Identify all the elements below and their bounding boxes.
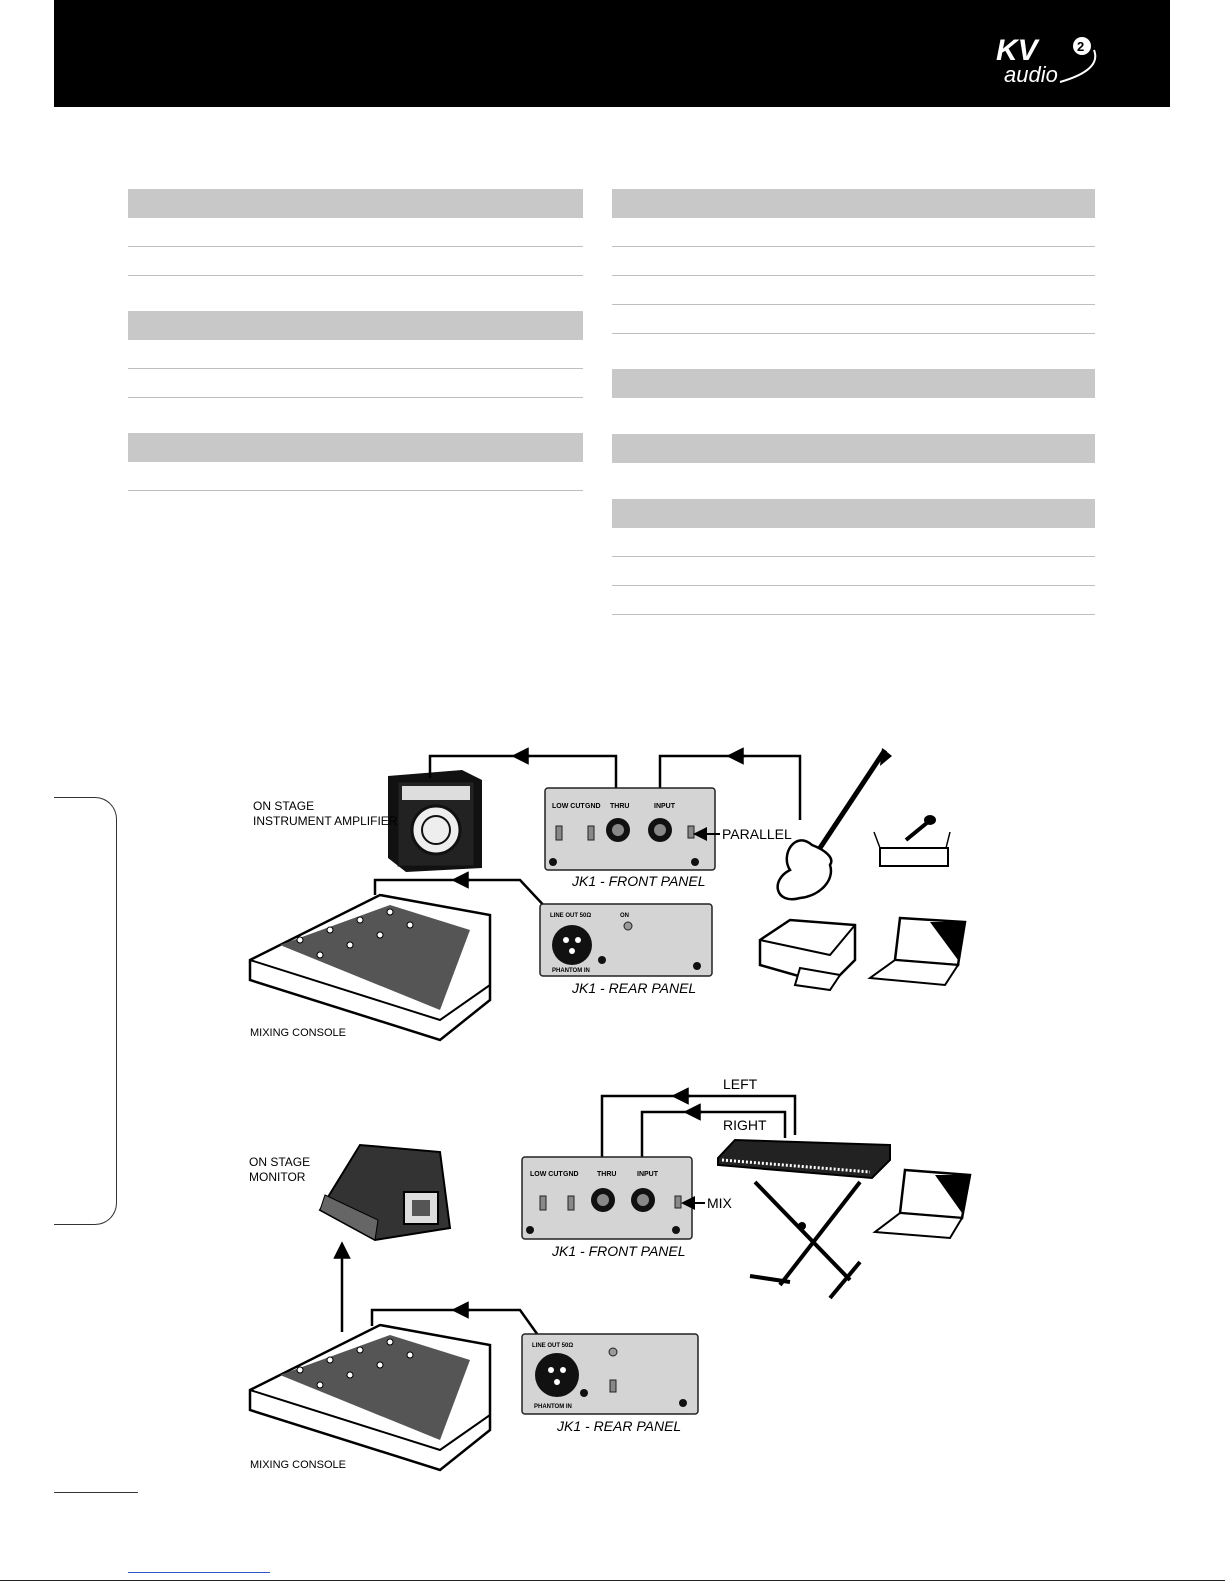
- spec-section-7: [612, 499, 1095, 615]
- spec-section-2: [128, 311, 583, 398]
- spec-row: [612, 528, 1095, 557]
- spec-row: [128, 247, 583, 276]
- svg-text:PHANTOM IN: PHANTOM IN: [534, 1404, 572, 1410]
- spec-section-3: [128, 433, 583, 491]
- svg-text:ON: ON: [620, 913, 629, 919]
- amp-label-line2: INSTRUMENT AMPLIFIER: [253, 814, 398, 828]
- spec-row: [128, 218, 583, 247]
- svg-text:LINE OUT 50Ω: LINE OUT 50Ω: [550, 913, 592, 919]
- right-label: RIGHT: [723, 1117, 767, 1133]
- jk1-front-panel-icon: [545, 788, 715, 870]
- svg-text:INPUT: INPUT: [637, 1171, 658, 1178]
- section-header-bar: [612, 189, 1095, 218]
- parallel-label: PARALLEL: [722, 826, 792, 842]
- spec-row: [612, 586, 1095, 615]
- spec-row: [128, 340, 583, 369]
- svg-text:LINE OUT 50Ω: LINE OUT 50Ω: [532, 1343, 574, 1349]
- footer-link-underline[interactable]: [128, 1572, 270, 1573]
- mixing-console-label: MIXING CONSOLE: [250, 1027, 346, 1039]
- spec-column-left: [128, 189, 583, 491]
- bass-guitar-icon: [778, 748, 892, 899]
- instrument-amplifier-icon: [388, 770, 482, 872]
- spec-section-4: [612, 189, 1095, 334]
- footer-rule: [0, 1580, 1225, 1581]
- stage-monitor-icon: [320, 1145, 450, 1240]
- laptop-icon: [875, 1170, 970, 1238]
- mix-label: MIX: [707, 1195, 732, 1211]
- page-header: [54, 0, 1170, 107]
- jk1-rear-panel-icon: [540, 904, 712, 976]
- jk1-rear-panel-icon: [522, 1334, 698, 1414]
- monitor-label-line2: MONITOR: [249, 1170, 306, 1184]
- spec-row: [612, 305, 1095, 334]
- diagram-mix: [249, 1076, 970, 1471]
- section-header-bar: [128, 433, 583, 462]
- spec-row: [612, 276, 1095, 305]
- front-panel-caption: JK1 - FRONT PANEL: [572, 873, 706, 889]
- svg-text:INPUT: INPUT: [654, 803, 675, 810]
- section-header-bar: [612, 434, 1095, 463]
- jk1-front-panel-icon: [522, 1157, 692, 1239]
- spec-row: [128, 462, 583, 491]
- diagram-parallel: [250, 748, 965, 1040]
- svg-text:GND: GND: [585, 803, 601, 810]
- mixing-console-icon: [250, 1325, 490, 1470]
- spec-row: [128, 369, 583, 398]
- section-header-bar: [612, 499, 1095, 528]
- footer-divider: [54, 1492, 138, 1493]
- svg-text:GND: GND: [563, 1171, 579, 1178]
- section-header-bar: [612, 369, 1095, 398]
- section-header-bar: [128, 311, 583, 340]
- monitor-label-line1: ON STAGE: [249, 1155, 311, 1169]
- wireless-mic-receiver-icon: [874, 815, 950, 866]
- svg-text:LOW CUT: LOW CUT: [530, 1171, 563, 1178]
- svg-text:THRU: THRU: [610, 803, 630, 810]
- svg-text:PHANTOM IN: PHANTOM IN: [552, 968, 590, 974]
- svg-text:KV: KV: [996, 34, 1038, 67]
- mixing-console-icon: [250, 895, 490, 1040]
- section-header-bar: [128, 189, 583, 218]
- svg-text:audio: audio: [1004, 62, 1058, 87]
- front-panel-caption-2: JK1 - FRONT PANEL: [552, 1243, 686, 1259]
- laptop-icon: [870, 918, 965, 985]
- mixing-console-label-2: MIXING CONSOLE: [250, 1459, 346, 1471]
- svg-text:THRU: THRU: [597, 1171, 617, 1178]
- spec-column-right: [612, 189, 1095, 615]
- rear-panel-caption: JK1 - REAR PANEL: [572, 980, 697, 996]
- spec-row: [612, 247, 1095, 276]
- svg-text:LOW CUT: LOW CUT: [552, 803, 585, 810]
- spec-section-6: [612, 434, 1095, 463]
- rear-panel-caption-2: JK1 - REAR PANEL: [557, 1418, 682, 1434]
- amp-label-line1: ON STAGE: [253, 799, 315, 813]
- spec-row: [612, 218, 1095, 247]
- spec-row: [612, 557, 1095, 586]
- svg-text:2: 2: [1077, 39, 1085, 54]
- kv2-audio-logo: [990, 30, 1110, 90]
- cd-player-icon: [760, 920, 855, 990]
- left-label: LEFT: [723, 1076, 758, 1092]
- connection-diagrams: [0, 730, 1225, 1490]
- spec-section-5: [612, 369, 1095, 398]
- spec-section-1: [128, 189, 583, 276]
- keyboard-on-stand-icon: [718, 1140, 890, 1298]
